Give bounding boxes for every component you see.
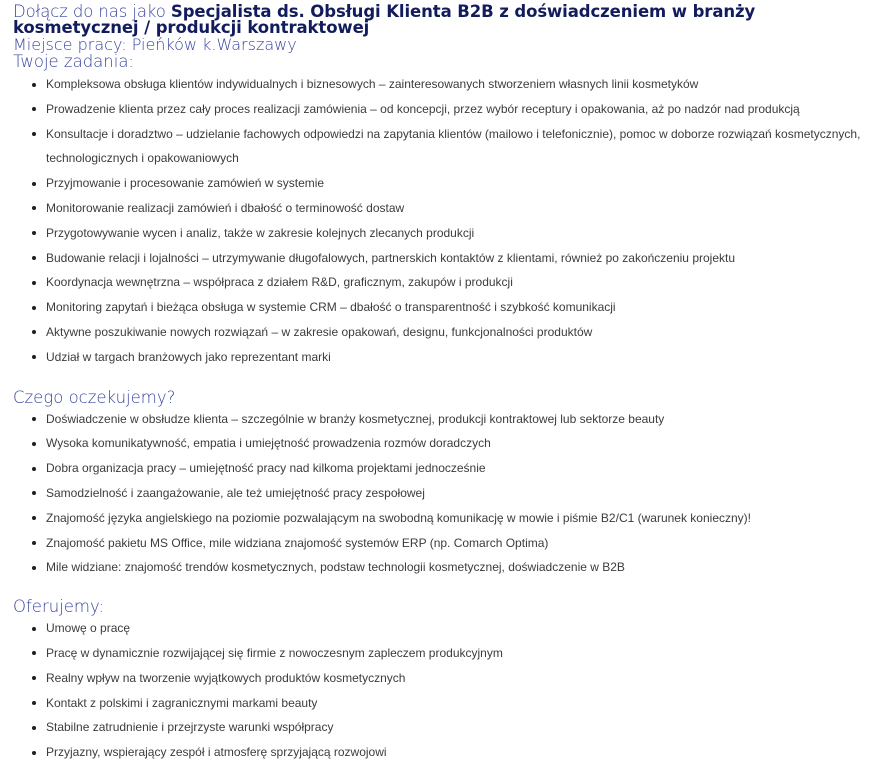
bullet-icon <box>32 182 36 186</box>
job-offer <box>13 4 883 765</box>
list-item <box>13 456 883 481</box>
list-item-text: Kompleksowa obsługa klientów indywidualnych i biznesowych – zainteresowanych stworzeniem własnych linii kosmetyków <box>46 77 699 91</box>
bullet-icon <box>32 467 36 471</box>
list-item-text: Kontakt z polskimi i zagranicznymi markami beauty <box>46 695 318 710</box>
list-item-text: Doświadczenie w obsłudze klienta – szczególnie w branży kosmetycznej, produkcji kontraktowej lub sektorze beauty <box>46 411 665 426</box>
offer-list <box>13 616 883 765</box>
bullet-icon <box>32 726 36 730</box>
list-item-text: Przyjmowanie i procesowanie zamówień w systemie <box>46 176 325 191</box>
bullet-icon <box>32 516 36 520</box>
list-item <box>13 122 883 172</box>
list-item <box>13 481 883 506</box>
job-title-position: Specjalista ds. Obsługi Klienta B2B z doświadczeniem w branży kosmetycznej / produkcji kontraktowej <box>13 2 756 37</box>
bullet-icon <box>32 676 36 680</box>
list-item <box>13 407 883 432</box>
bullet-icon <box>32 651 36 655</box>
list-item <box>13 616 883 641</box>
bullet-icon <box>32 751 36 755</box>
bullet-icon <box>32 541 36 545</box>
bullet-icon <box>32 206 36 210</box>
list-item <box>13 506 883 531</box>
bullet-icon <box>32 566 36 570</box>
list-item <box>13 221 883 246</box>
list-item <box>13 72 883 97</box>
list-item-text: Udział w targach branżowych jako reprezentant marki <box>46 349 331 364</box>
bullet-icon <box>32 306 36 310</box>
list-item <box>13 715 883 740</box>
requirements-list <box>13 407 883 581</box>
list-item <box>13 196 883 221</box>
list-item <box>13 97 883 122</box>
list-item-text: Mile widziane: znajomość trendów kosmetycznych, podstaw technologii kosmetycznej, doświadczenie w B2B <box>46 560 625 575</box>
section-heading-requirements: Czego oczekujemy? <box>13 387 176 407</box>
bullet-icon <box>32 330 36 334</box>
list-item-text: Znajomość języka angielskiego na poziomie pozwalającym na swobodną komunikację w mowie i piśmie B2/C1 (warunek konieczny)! <box>46 510 751 525</box>
list-item-text: Samodzielność i zaangażowanie, ale też umiejętność pracy zespołowej <box>46 485 425 500</box>
list-item-text: Stabilne zatrudnienie i przejrzyste warunki współpracy <box>46 720 334 735</box>
bullet-icon <box>32 281 36 285</box>
list-item-text: Umowę o pracę <box>46 621 131 636</box>
bullet-icon <box>32 417 36 421</box>
list-item-text: Prowadzenie klienta przez cały proces realizacji zamówienia – od koncepcji, przez wybór receptury i opakowania, aż po nadzór nad produkcją <box>46 101 800 116</box>
list-item <box>13 691 883 716</box>
bullet-icon <box>32 355 36 359</box>
list-item <box>13 431 883 456</box>
list-item <box>13 246 883 271</box>
bullet-icon <box>32 132 36 136</box>
bullet-icon <box>32 491 36 495</box>
bullet-icon <box>32 627 36 631</box>
list-item <box>13 666 883 691</box>
list-item <box>13 641 883 666</box>
list-item <box>13 345 883 370</box>
list-item-text: Konsultacje i doradztwo – udzielanie fachowych odpowiedzi na zapytania klientów (mailowo i telefonicznie), pomoc w doborze rozwiązań kosmetycznych, technologicznych i opakowaniowych <box>46 126 861 166</box>
tasks-list <box>13 72 883 370</box>
section-heading-offer: Oferujemy: <box>13 597 105 617</box>
list-item-text: Wysoka komunikatywność, empatia i umiejętność prowadzenia rozmów doradczych <box>46 436 491 451</box>
list-item-text: Aktywne poszukiwanie nowych rozwiązań – w zakresie opakowań, designu, funkcjonalności produktów <box>46 324 593 339</box>
list-item-text: Przyjazny, wspierający zespół i atmosferę sprzyjającą rozwojowi <box>46 745 387 760</box>
list-item-text: Realny wpływ na tworzenie wyjątkowych produktów kosmetycznych <box>46 670 406 685</box>
bullet-icon <box>32 442 36 446</box>
list-item-text: Monitorowanie realizacji zamówień i dbałość o terminowość dostaw <box>46 200 405 215</box>
bullet-icon <box>32 256 36 260</box>
bullet-icon <box>32 701 36 705</box>
list-item <box>13 270 883 295</box>
list-item <box>13 171 883 196</box>
job-title <box>13 4 883 36</box>
list-item <box>13 320 883 345</box>
list-item <box>13 740 883 765</box>
job-location: Miejsce pracy: Pieńków k.Warszawy <box>13 35 297 54</box>
list-item-text: Koordynacja wewnętrzna – współpraca z działem R&D, graficznym, zakupów i produkcji <box>46 275 513 290</box>
list-item <box>13 295 883 320</box>
list-item-text: Przygotowywanie wycen i analiz, także w zakresie kolejnych zlecanych produkcji <box>46 225 475 240</box>
bullet-icon <box>32 231 36 235</box>
section-heading-tasks: Twoje zadania: <box>13 52 134 71</box>
bullet-icon <box>32 107 36 111</box>
list-item <box>13 531 883 556</box>
list-item-text: Znajomość pakietu MS Office, mile widziana znajomość systemów ERP (np. Comarch Optima) <box>46 535 549 550</box>
bullet-icon <box>32 83 36 87</box>
list-item <box>13 555 883 580</box>
list-item-text: Budowanie relacji i lojalności – utrzymywanie długofalowych, partnerskich kontaktów z klientami, również po zakończeniu projektu <box>46 250 736 265</box>
job-title-intro: Dołącz do nas jako <box>13 2 171 21</box>
list-item-text: Pracę w dynamicznie rozwijającej się firmie z nowoczesnym zapleczem produkcyjnym <box>46 645 503 660</box>
list-item-text: Monitoring zapytań i bieżąca obsługa w systemie CRM – dbałość o transparentność i szybkość komunikacji <box>46 300 616 315</box>
list-item-text: Dobra organizacja pracy – umiejętność pracy nad kilkoma projektami jednocześnie <box>46 461 486 476</box>
